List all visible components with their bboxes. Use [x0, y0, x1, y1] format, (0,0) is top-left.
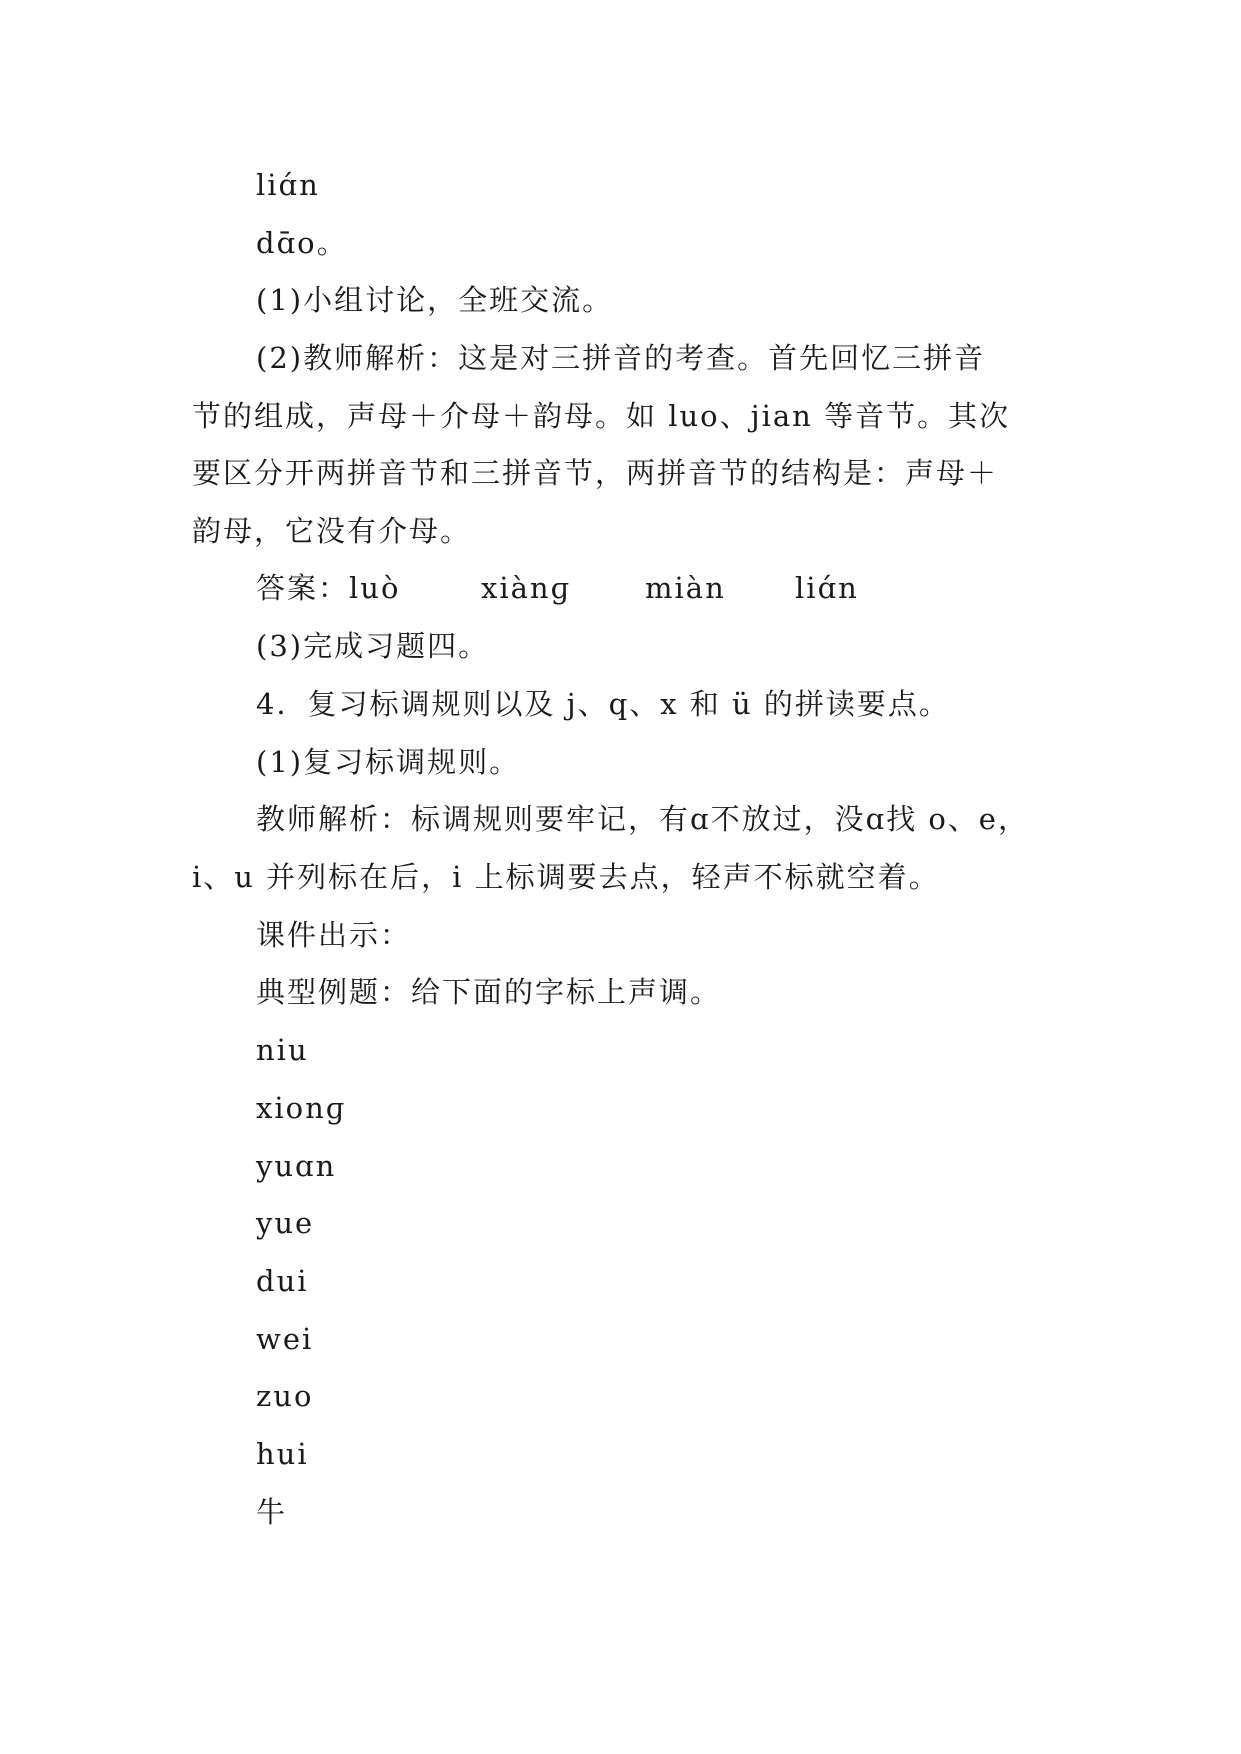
rule-analysis-line-1: 教师解析：标调规则要牢记，有ɑ不放过，没ɑ找 o、e，	[256, 802, 1029, 836]
answer-line	[256, 568, 1136, 608]
pinyin-dao: dɑ̄o。	[256, 226, 348, 260]
analysis-line-3: 要区分开两拼音节和三拼音节，两拼音节的结构是：声母＋	[192, 456, 999, 490]
step-1-text: (1)小组讨论，全班交流。	[256, 283, 614, 317]
example-prompt: 典型例题：给下面的字标上声调。	[256, 975, 722, 1009]
example-pinyin-yue: yue	[256, 1206, 315, 1240]
analysis-line-1: (2)教师解析：这是对三拼音的考查。首先回忆三拼音	[256, 341, 986, 375]
analysis-line-2: 节的组成，声母＋介母＋韵母。如 luo、jian 等音节。其次	[192, 399, 1011, 433]
answer-item-4: liɑ́n	[795, 571, 859, 605]
example-character-niu: 牛	[256, 1495, 288, 1529]
example-pinyin-dui: dui	[256, 1264, 309, 1298]
rule-analysis-line-2: i、u 并列标在后，i 上标调要去点，轻声不标就空着。	[192, 860, 940, 894]
pinyin-lian: liɑ́n	[256, 168, 320, 202]
example-pinyin-xiong: xionɡ	[256, 1091, 347, 1125]
analysis-line-4: 韵母，它没有介母。	[192, 514, 472, 548]
section-4-heading: 4．复习标调规则以及 j、q、x 和 ü 的拼读要点。	[256, 687, 950, 721]
example-pinyin-niu: niu	[256, 1033, 309, 1067]
step-3-text: (3)完成习题四。	[256, 629, 490, 663]
answer-item-1: luò	[349, 571, 401, 605]
example-pinyin-yuan: yuɑn	[256, 1149, 337, 1183]
example-pinyin-wei: wei	[256, 1322, 314, 1356]
example-pinyin-zuo: zuo	[256, 1379, 314, 1413]
answer-item-2: xiànɡ	[481, 571, 572, 605]
example-pinyin-hui: hui	[256, 1437, 309, 1471]
answer-item-3: miàn	[645, 571, 726, 605]
answer-label: 答案：	[256, 571, 350, 605]
courseware-label: 课件出示：	[256, 918, 412, 952]
review-rule-text: (1)复习标调规则。	[256, 745, 521, 779]
